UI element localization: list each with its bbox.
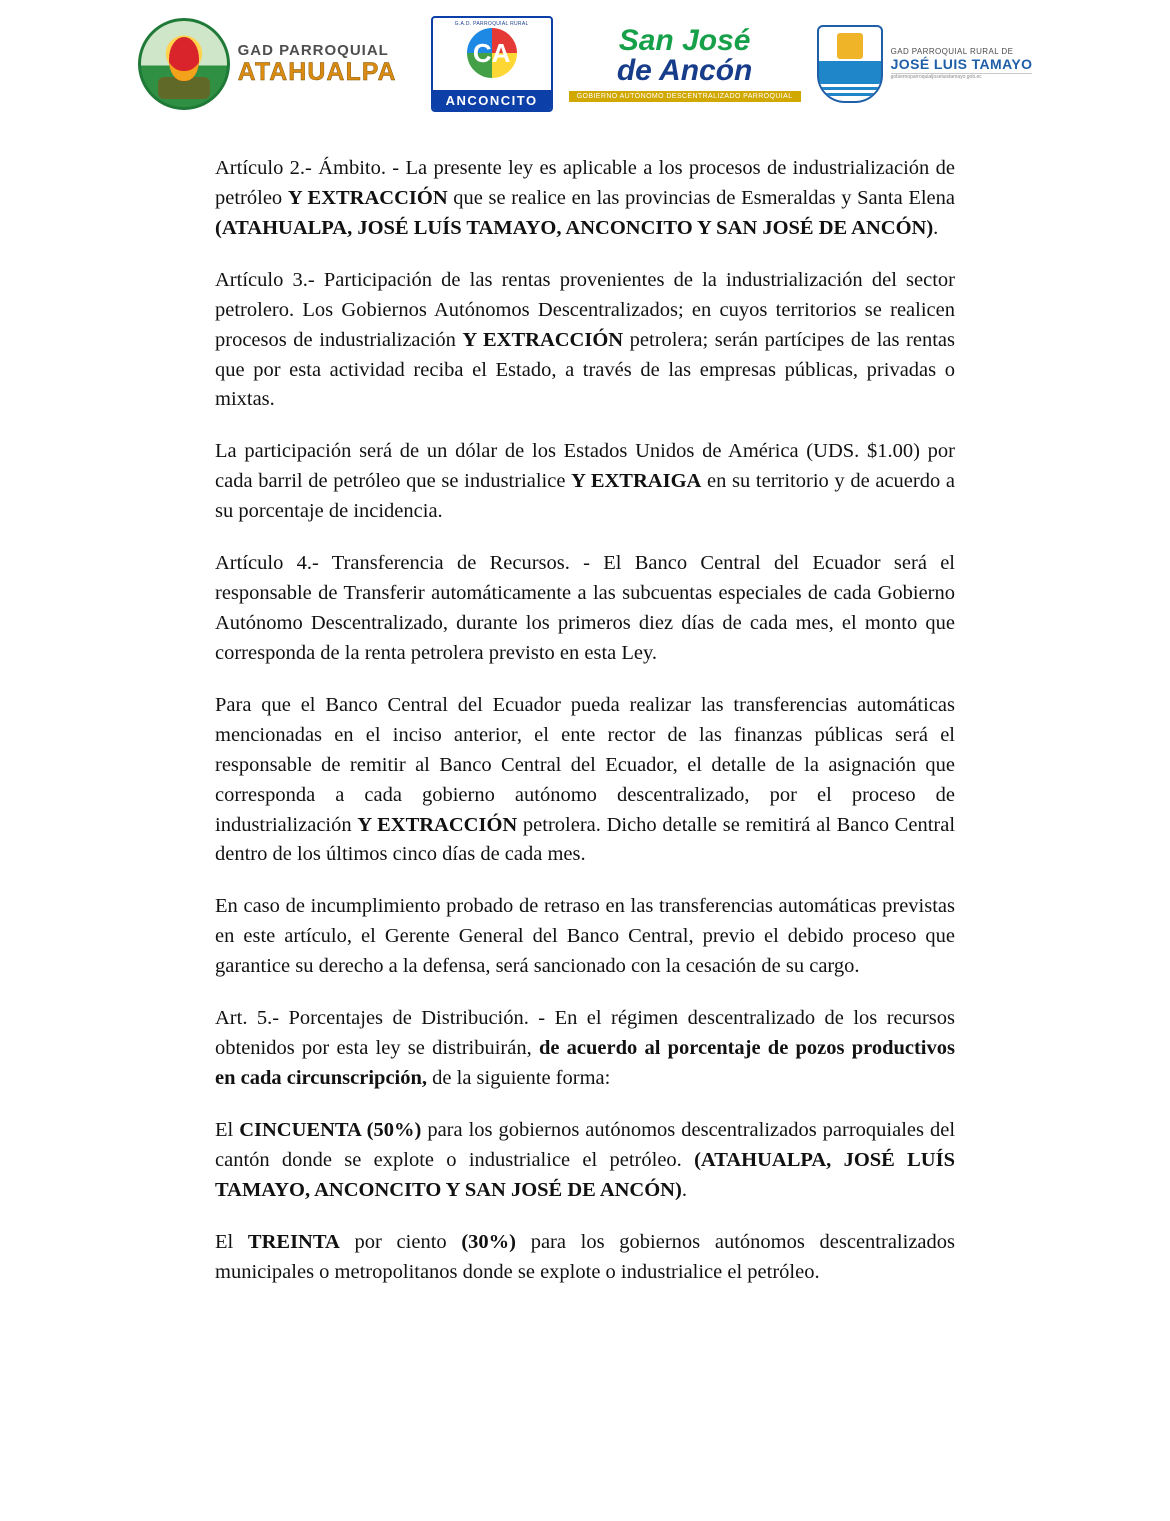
- text-run: Para que el Banco Central del Ecuador pueda realizar las transferencias automáticas mencionadas en el inciso anterior, el ente rector de las finanzas públicas será el responsable de remitir al Banco Central del Ecuador, el detalle de la asignación que corresponda a cada gobierno autónomo descentralizado, por el proceso de industrialización: [215, 693, 955, 836]
- text-run: para los gobiernos autónomos descentralizados parroquiales del cantón donde se explote o industrialice el petróleo.: [215, 1118, 956, 1171]
- text-run-bold: (30%): [461, 1230, 516, 1253]
- text-run-bold: Y EXTRACCIÓN: [462, 328, 624, 351]
- text-run: de la siguiente forma:: [427, 1066, 611, 1089]
- text-run-bold: (ATAHUALPA, JOSÉ LUÍS TAMAYO, ANCONCITO Y SAN JOSÉ DE ANCÓN): [215, 1148, 955, 1201]
- logo-gad-san-jose-de-ancon: [576, 18, 793, 110]
- paragraph-articulo-5: [215, 1004, 955, 1094]
- text-run: Art. 5.- Porcentajes de Distribución. - En el régimen descentralizado de los recursos obtenidos por esta ley se distribuirán,: [215, 1007, 955, 1060]
- text-run: .: [681, 1178, 687, 1201]
- text-run-bold: TREINTA: [247, 1230, 340, 1253]
- anconcito-logo-top-text: G.A.D. PARROQUIAL RURAL: [454, 21, 529, 27]
- text-run: El: [215, 1230, 248, 1253]
- atahualpa-logo-line1: GAD PARROQUIAL: [237, 42, 389, 59]
- paragraph-transferencias-automaticas: [215, 691, 955, 871]
- tamayo-logo-line3: gobiernoparroquialjoseluistamayo.gob.ec: [891, 73, 1033, 81]
- atahualpa-emblem-icon: [138, 18, 230, 110]
- anconcito-logo-band: ANCONCITO: [433, 90, 551, 110]
- logo-gad-parroquial-anconcito: [431, 16, 553, 112]
- paragraph-articulo-2: [215, 154, 955, 244]
- atahualpa-logo-line2: ATAHUALPA: [237, 57, 397, 86]
- text-run: para los gobiernos autónomos descentralizados municipales o metropolitanos donde se explote o industrialice el petróleo.: [215, 1230, 955, 1283]
- text-run: petrolera; serán partícipes de las rentas que por esta actividad reciba el Estado, a través de las empresas públicas, privadas o mixtas.: [215, 328, 956, 411]
- paragraph-articulo-3: [215, 266, 955, 416]
- text-run: Artículo 2.- Ámbito. - La presente ley es aplicable a los procesos de industrialización de petróleo: [215, 157, 955, 209]
- tamayo-logo-line1: GAD PARROQUIAL RURAL DE: [890, 46, 1014, 56]
- text-run: Artículo 4.- Transferencia de Recursos. - El Banco Central del Ecuador será el responsable de Transferir automáticamente a las subcuentas especiales de cada Gobierno Autónomo Descentralizado, durante los primeros diez días de cada mes, el monto que corresponda de la renta petrolera previsto en esta Ley.: [215, 552, 955, 664]
- paragraph-distribucion-50: [215, 1116, 955, 1206]
- text-run-bold: (ATAHUALPA, JOSÉ LUÍS TAMAYO, ANCONCITO Y SAN JOSÉ DE ANCÓN): [215, 216, 934, 239]
- paragraph-articulo-4: [215, 549, 955, 669]
- ancon-logo-subtitle: GOBIERNO AUTÓNOMO DESCENTRALIZADO PARROQUIAL: [569, 91, 801, 102]
- text-run: El: [215, 1118, 240, 1141]
- text-run: petrolera. Dicho detalle se remitirá al Banco Central dentro de los últimos cinco días de cada mes.: [215, 813, 956, 866]
- text-run: En caso de incumplimiento probado de retraso en las transferencias automáticas previstas en este artículo, el Gerente General del Banco Central, previo el debido proceso que garantice su derecho a la defensa, será sancionado con la cesación de su cargo.: [215, 895, 955, 978]
- document-body: [215, 112, 955, 1288]
- text-run-bold: Y EXTRACCIÓN: [287, 186, 448, 209]
- text-run: .: [933, 216, 939, 239]
- header-logo-bar: [0, 0, 1170, 112]
- ancon-logo-line2: de Ancón: [616, 54, 753, 87]
- logo-gad-jose-luis-tamayo: [817, 25, 1033, 103]
- paragraph-incumplimiento: [215, 892, 955, 982]
- text-run: La participación será de un dólar de los Estados Unidos de América (UDS. $1.00) por cada barril de petróleo que se industrialice: [215, 440, 955, 493]
- anconcito-monogram-icon: CA: [467, 28, 517, 78]
- text-run-bold: CINCUENTA (50%): [239, 1118, 422, 1141]
- text-run-bold: Y EXTRAIGA: [571, 470, 702, 493]
- text-run: Artículo 3.- Participación de las rentas provenientes de la industrialización del sector petrolero. Los Gobiernos Autónomos Descentralizados; en cuyos territorios se realicen procesos de industrialización: [215, 268, 955, 351]
- text-run: por ciento: [339, 1230, 462, 1253]
- paragraph-distribucion-30: [215, 1228, 955, 1288]
- text-run-bold: Y EXTRACCIÓN: [357, 813, 518, 836]
- text-run-bold: de acuerdo al porcentaje de pozos productivos en cada circunscripción,: [215, 1037, 955, 1089]
- ancon-logo-line1: San José: [618, 23, 751, 57]
- tamayo-logo-line2: JOSÉ LUIS TAMAYO: [890, 56, 1033, 73]
- text-run: que se realice en las provincias de Esmeraldas y Santa Elena: [447, 186, 956, 209]
- paragraph-participacion-dolar: [215, 437, 955, 527]
- text-run: en su territorio y de acuerdo a su porcentaje de incidencia.: [215, 470, 955, 523]
- logo-gad-parroquial-atahualpa: [138, 18, 397, 110]
- tamayo-shield-icon: [817, 25, 883, 103]
